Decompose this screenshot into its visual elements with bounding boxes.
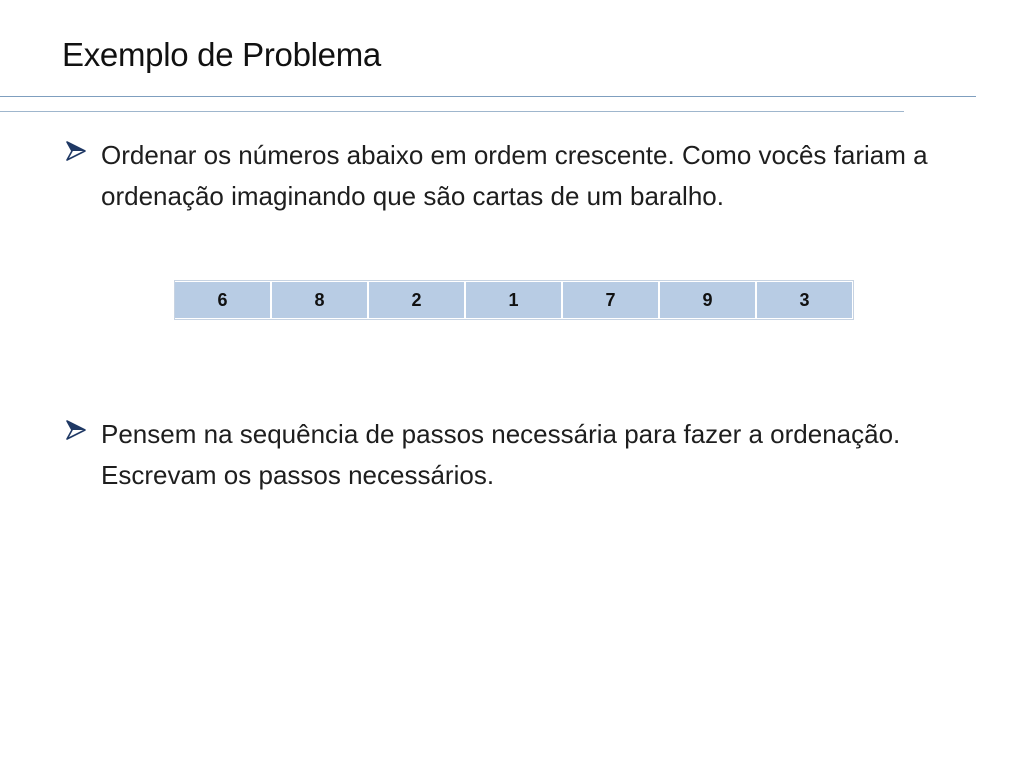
number-cell: 8 [271,281,368,319]
table-row [175,281,854,319]
slide-title: Exemplo de Problema [62,36,381,73]
bullet-item-pensem [64,414,964,504]
title-divider-upper [0,96,976,97]
bullet-text: Ordenar os números abaixo em ordem crescente. Como vocês fariam a ordenação imaginando que são cartas de um baralho. [101,140,928,211]
number-cell: 3 [756,281,853,319]
number-cell: 2 [368,281,465,319]
number-cell: 1 [465,281,562,319]
bullet-text: Pensem na sequência de passos necessária para fazer a ordenação. Escrevam os passos necessários. [101,419,901,490]
number-cell: 9 [659,281,756,319]
numbers-table [174,280,854,320]
number-cell: 6 [175,281,272,319]
arrow-bullet-icon [64,139,88,163]
bullet-item-ordenar [64,135,964,265]
number-cell: 7 [562,281,659,319]
arrow-bullet-icon [64,418,88,442]
title-divider-lower [0,111,904,112]
